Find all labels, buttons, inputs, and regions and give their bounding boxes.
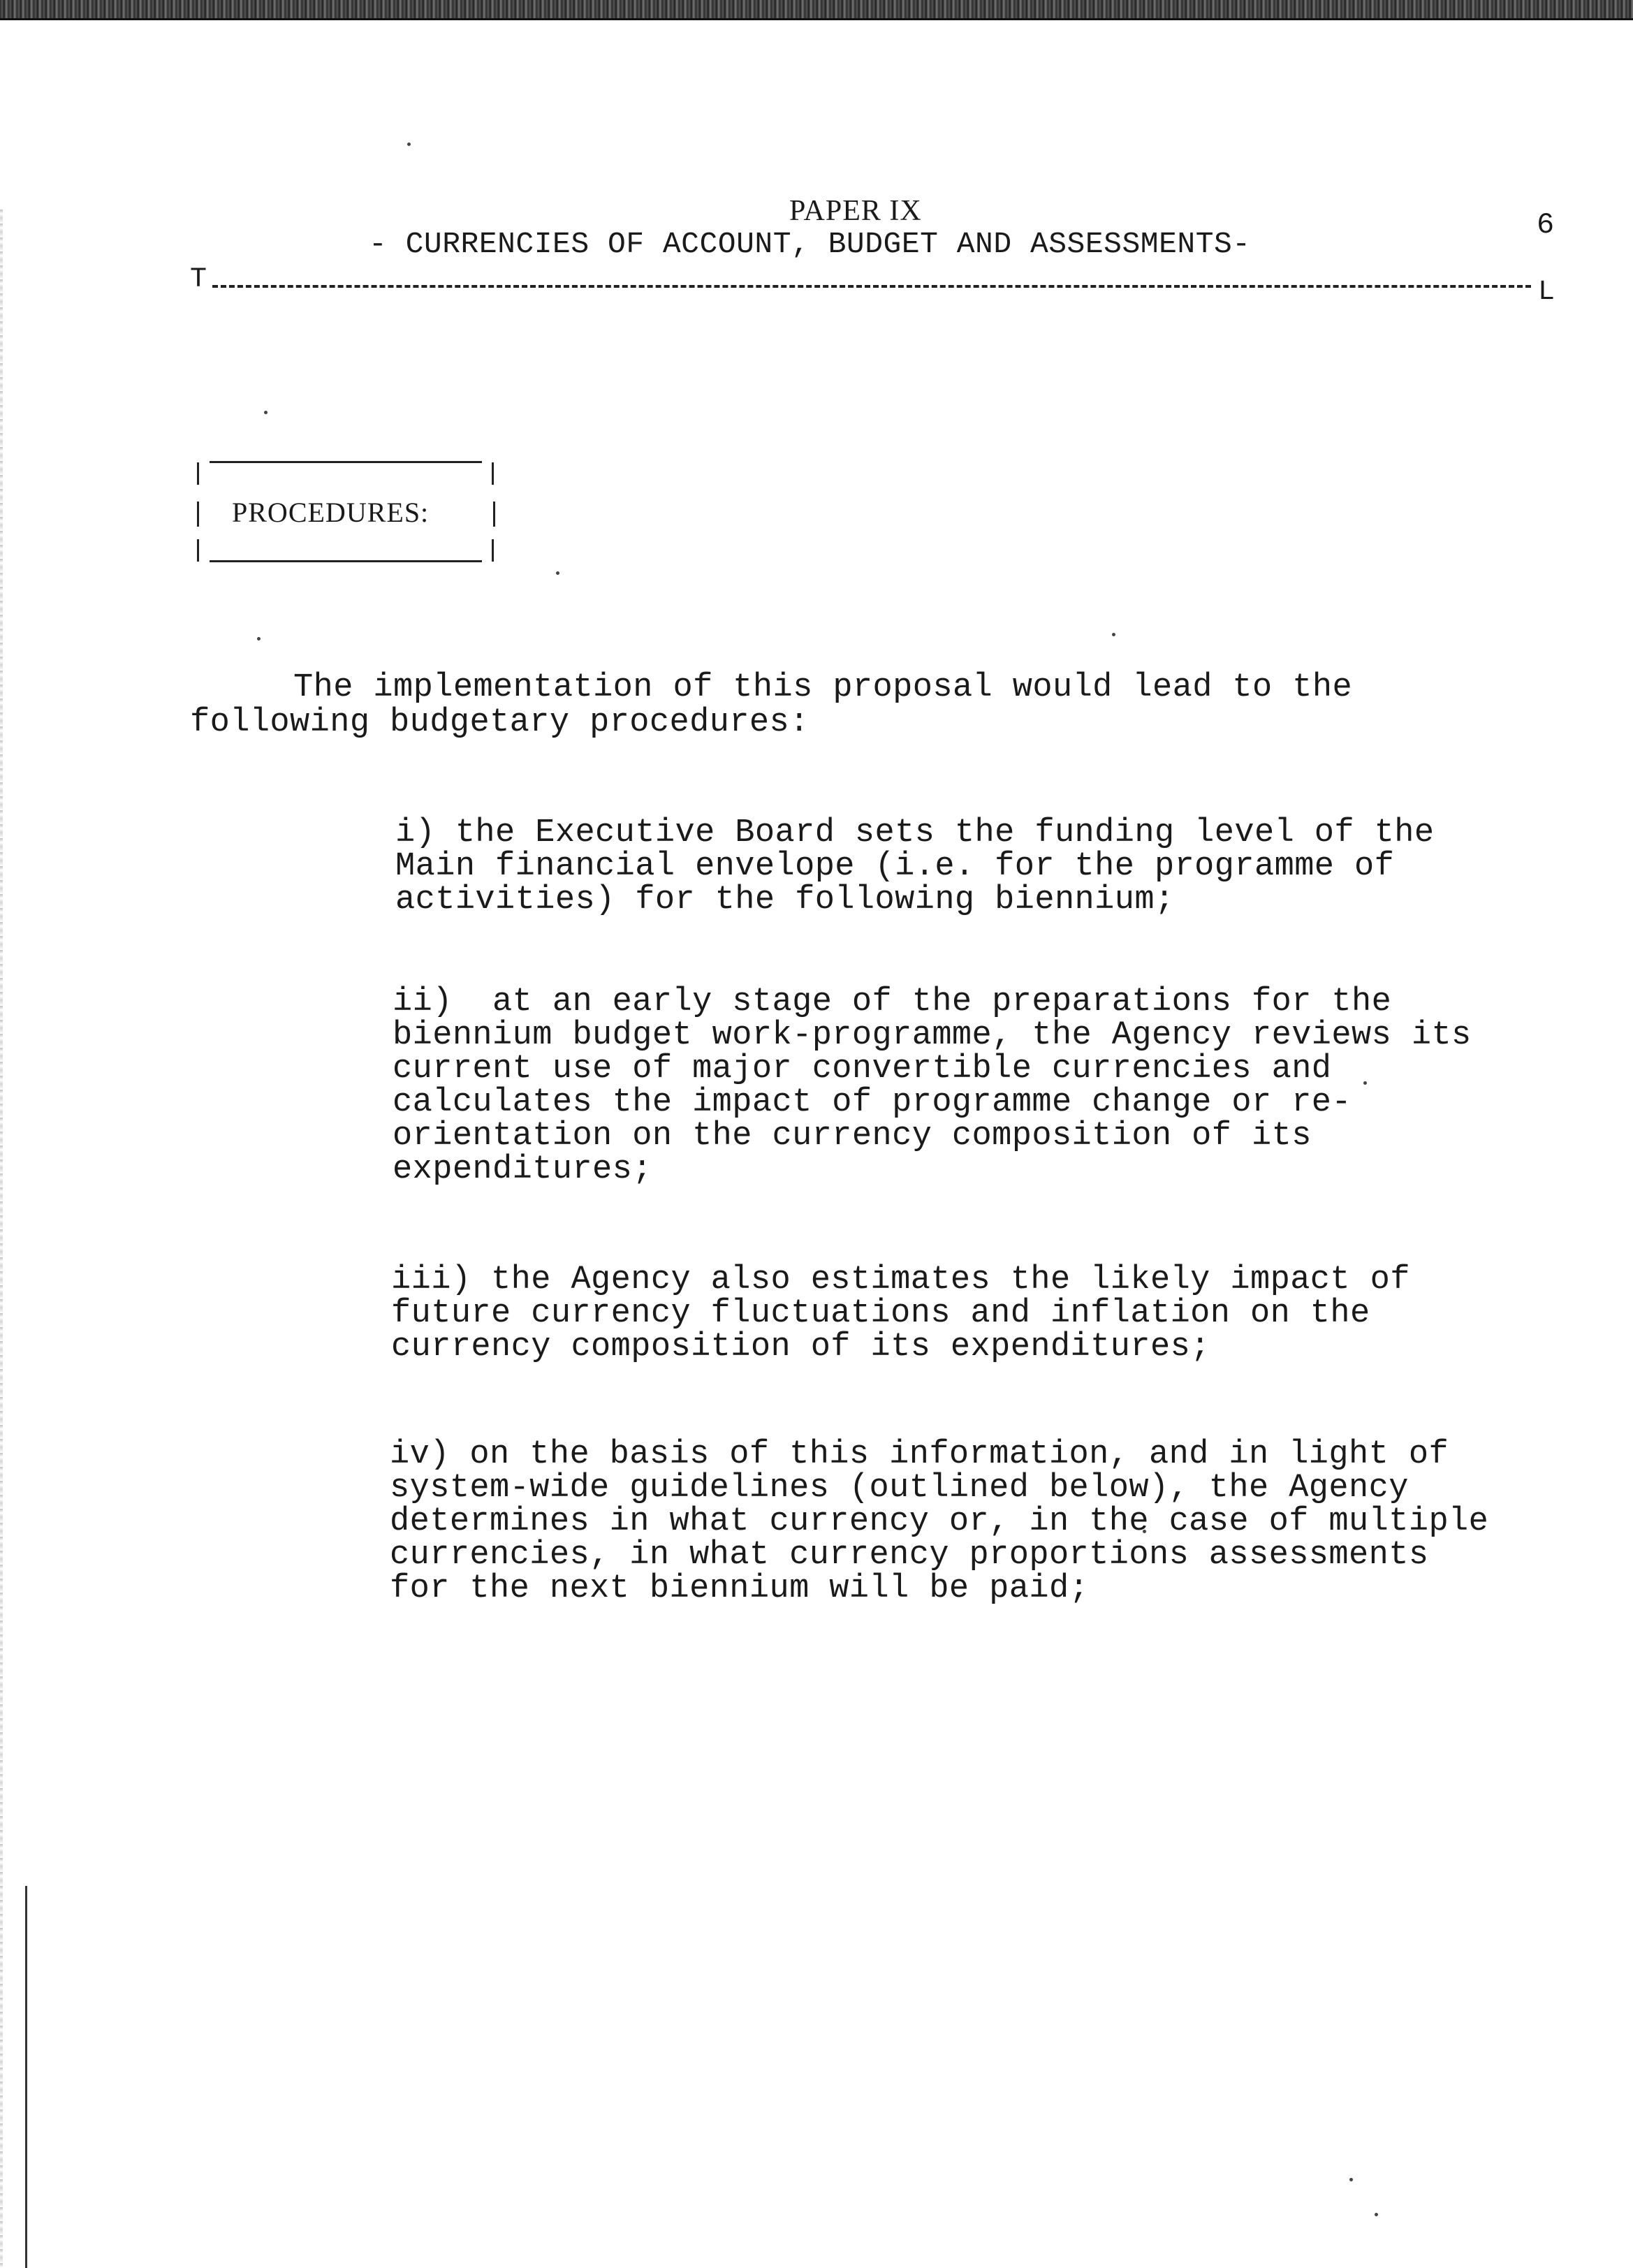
page-number: 6 [1537,208,1555,242]
box-right-border [493,502,495,527]
item-iii-line: future currency fluctuations and inflation on the [391,1295,1370,1332]
item-iv-line: iv) on the basis of this information, and in light of [390,1436,1449,1473]
item-ii-line: calculates the impact of programme change or re- [393,1084,1352,1121]
box-left-border [197,502,199,527]
scan-left-edge [0,210,3,2268]
dashed-divider [212,285,1531,288]
box-right-border [492,539,494,562]
item-iv-line: system-wide guidelines (outlined below), the Agency [390,1470,1409,1507]
item-ii-line: biennium budget work-programme, the Agency reviews its [393,1017,1472,1054]
section-heading: PROCEDURES: [232,497,430,528]
item-iii-line: iii) the Agency also estimates the likely impact of [391,1261,1410,1298]
intro-line-1: The implementation of this proposal would lead to the [293,669,1353,706]
box-right-border [492,462,494,485]
scan-speck [257,637,261,641]
procedures-heading-box [193,461,499,563]
scan-top-edge [0,0,1633,20]
scan-left-margin-line [25,1886,27,2268]
item-i-line: Main financial envelope (i.e. for the programme of [395,848,1395,885]
box-left-border [197,462,199,485]
scan-speck [1349,2178,1353,2181]
item-iv-line: determines in what currency or, in the case of multiple [390,1503,1489,1540]
box-top-border [210,461,482,463]
scan-speck [1112,633,1115,636]
item-ii-line: expenditures; [393,1151,652,1188]
item-ii-line: ii) at an early stage of the preparations for the [393,983,1392,1020]
scan-speck [407,142,411,146]
item-ii-line: current use of major convertible currencies and [393,1051,1332,1088]
item-i-line: i) the Executive Board sets the funding level of the [395,814,1435,851]
paper-title: PAPER IX [789,195,922,227]
item-iv-line: currencies, in what currency proportions assessments [390,1537,1429,1574]
item-i-line: activities) for the following biennium; [395,881,1175,919]
header-rule [190,264,1560,313]
box-bottom-border [210,560,482,562]
rule-right-mark: L [1538,277,1555,308]
paper-subtitle: - CURRENCIES OF ACCOUNT, BUDGET AND ASSESSMENTS- [369,227,1251,261]
scan-speck [264,411,268,414]
box-left-border [197,539,199,562]
item-ii-line: orientation on the currency composition of its [393,1118,1312,1155]
item-iii-line: currency composition of its expenditures; [391,1329,1210,1366]
rule-left-mark: T [190,264,207,295]
item-iv-line: for the next biennium will be paid; [390,1570,1090,1607]
intro-line-2: following budgetary procedures: [190,704,810,741]
scan-speck [1375,2213,1378,2216]
scan-speck [556,571,559,575]
scan-speck [1363,1081,1367,1085]
